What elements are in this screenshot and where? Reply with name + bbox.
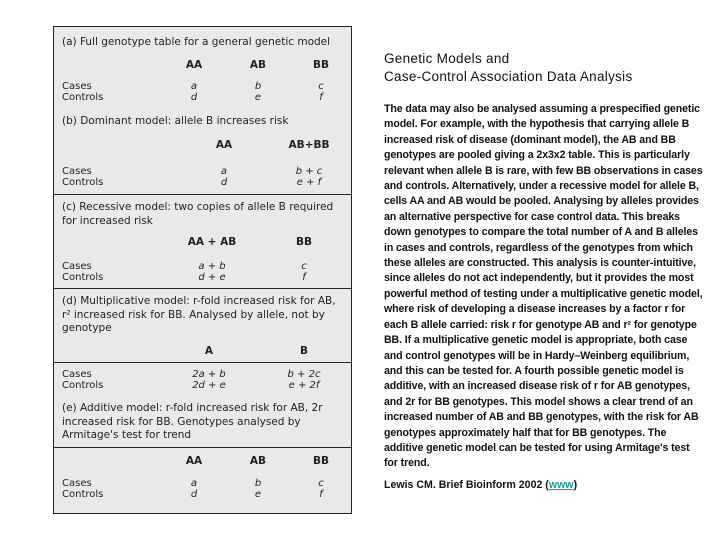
section-d-row-cases-label: Cases	[62, 369, 92, 380]
section-b-cell: e + f	[296, 177, 322, 188]
section-d-caption	[62, 295, 343, 336]
section-a-cell: f	[319, 92, 323, 103]
section-b-header-ab-bb: AB+BB	[288, 139, 330, 151]
section-e-cell: d	[190, 489, 198, 500]
divider	[54, 288, 351, 289]
section-e-cell: e	[254, 489, 262, 500]
divider	[54, 362, 351, 363]
section-d-caption-line: r² increased risk for BB. Analysed by allele, not by	[62, 308, 325, 321]
divider	[54, 447, 351, 448]
section-c-caption-line: (c) Recessive model: two copies of allele B required	[62, 201, 334, 213]
section-c-caption	[62, 201, 343, 228]
slide-title	[384, 50, 704, 86]
section-d-cell: 2d + e	[192, 380, 226, 391]
section-a-header-ab: AB	[249, 59, 267, 71]
genetic-models-table-figure	[53, 26, 352, 514]
section-b-row-cases-label: Cases	[62, 166, 92, 177]
section-c-cell: c	[301, 261, 307, 272]
section-e-caption-line: Armitage's test for trend	[62, 429, 192, 441]
section-e-header-ab: AB	[249, 455, 267, 467]
section-d-cell: e + 2f	[288, 380, 320, 391]
section-e-row-cases-label: Cases	[62, 478, 92, 489]
section-e-cell: c	[318, 478, 324, 489]
section-e-caption-line: (e) Additive model: r-fold increased risk for AB, 2r	[62, 402, 323, 414]
section-b-caption: (b) Dominant model: allele B increases risk	[62, 115, 289, 127]
section-d-header-b: B	[299, 345, 308, 357]
citation-www-link[interactable]: www	[548, 479, 574, 491]
body-paragraph: The data may also be analysed assuming a prespecified genetic model. For example, with the hypothesis that carrying allele B increased risk of disease (dominant model), the AB and BB genotypes are pooled giving a 2x3x2 table. This is particularly relevant when allele B is rare, with few BB observations in cases and controls. Alternatively, under a recessive model for allele B, cells AA and AB would be pooled. Analysing by alleles provides an alternative perspective for case control data. This breaks down genotypes to compare the total number of A and B alleles in cases and controls, regardless of the genotypes from which these alleles are constructed. This analysis is counter-intuitive, since alleles do not act independently, but it provides the most powerful method of testing under a multiplicative genetic model, where risk of developing a disease increases by a factor r for each B allele carried: risk r for genotype AB and r² for genotype BB. If a multiplicative genetic model is appropriate, both case and control genotypes will be in Hardy–Weinberg equilibrium, and this can be tested for. A fourth possible genetic model is additive, with an increased disease risk of r for AB genotypes, and 2r for BB genotypes. This model shows a clear trend of an increased number of AB and BB genotypes, with the risk for AB genotypes approximately half that for BB genotypes. The additive genetic model can be tested for using Armitage's test for trend.	[384, 103, 703, 470]
section-c-row-cases-label: Cases	[62, 261, 92, 272]
section-a-cell: d	[190, 92, 198, 103]
section-a-cell: b	[254, 81, 262, 92]
section-b-cell: a	[220, 166, 228, 177]
section-a-cell: a	[190, 81, 198, 92]
text-panel	[384, 50, 704, 472]
section-d-cell: 2a + b	[192, 369, 226, 380]
slide-title-line: Case-Control Association Data Analysis	[384, 69, 633, 84]
section-d-header-a: A	[204, 345, 214, 357]
section-d-cell: b + 2c	[287, 369, 321, 380]
section-e-caption-line: increased risk for BB. Genotypes analysed by	[62, 415, 301, 428]
section-a-header-aa: AA	[185, 59, 203, 71]
slide-title-line: Genetic Models and	[384, 51, 510, 66]
divider	[54, 194, 351, 195]
section-b-row-controls-label: Controls	[62, 177, 104, 188]
section-c-cell: d + e	[198, 272, 226, 283]
section-e-header-aa: AA	[185, 455, 203, 467]
section-a-cell: c	[318, 81, 324, 92]
section-e-cell: a	[190, 478, 198, 489]
section-e-header-bb: BB	[312, 455, 329, 467]
section-b-cell: b + c	[295, 166, 323, 177]
section-e-row-controls-label: Controls	[62, 489, 104, 500]
section-a-cell: e	[254, 92, 262, 103]
section-d-caption-line: (d) Multiplicative model: r-fold increased risk for AB,	[62, 295, 336, 307]
section-d-row-controls-label: Controls	[62, 380, 104, 391]
section-e-caption	[62, 402, 343, 443]
section-c-caption-line: for increased risk	[62, 214, 153, 227]
section-a-caption: (a) Full genotype table for a general genetic model	[62, 36, 331, 48]
section-a-row-controls-label: Controls	[62, 92, 104, 103]
section-b-cell: d	[220, 177, 228, 188]
citation	[384, 479, 577, 491]
section-e-cell: b	[254, 478, 262, 489]
citation-text-end: )	[573, 479, 578, 491]
section-b-header-aa: AA	[215, 139, 233, 151]
section-a-row-cases-label: Cases	[62, 81, 92, 92]
section-e-cell: f	[319, 489, 323, 500]
section-a-header-bb: BB	[312, 59, 329, 71]
section-c-row-controls-label: Controls	[62, 272, 104, 283]
section-c-cell: f	[302, 272, 306, 283]
section-d-caption-line: genotype	[62, 322, 112, 334]
section-c-header-aa-ab: AA + AB	[187, 236, 237, 248]
citation-text: Lewis CM. Brief Bioinform 2002 (	[384, 479, 549, 491]
section-c-cell: a + b	[198, 261, 226, 272]
section-c-header-bb: BB	[295, 236, 312, 248]
